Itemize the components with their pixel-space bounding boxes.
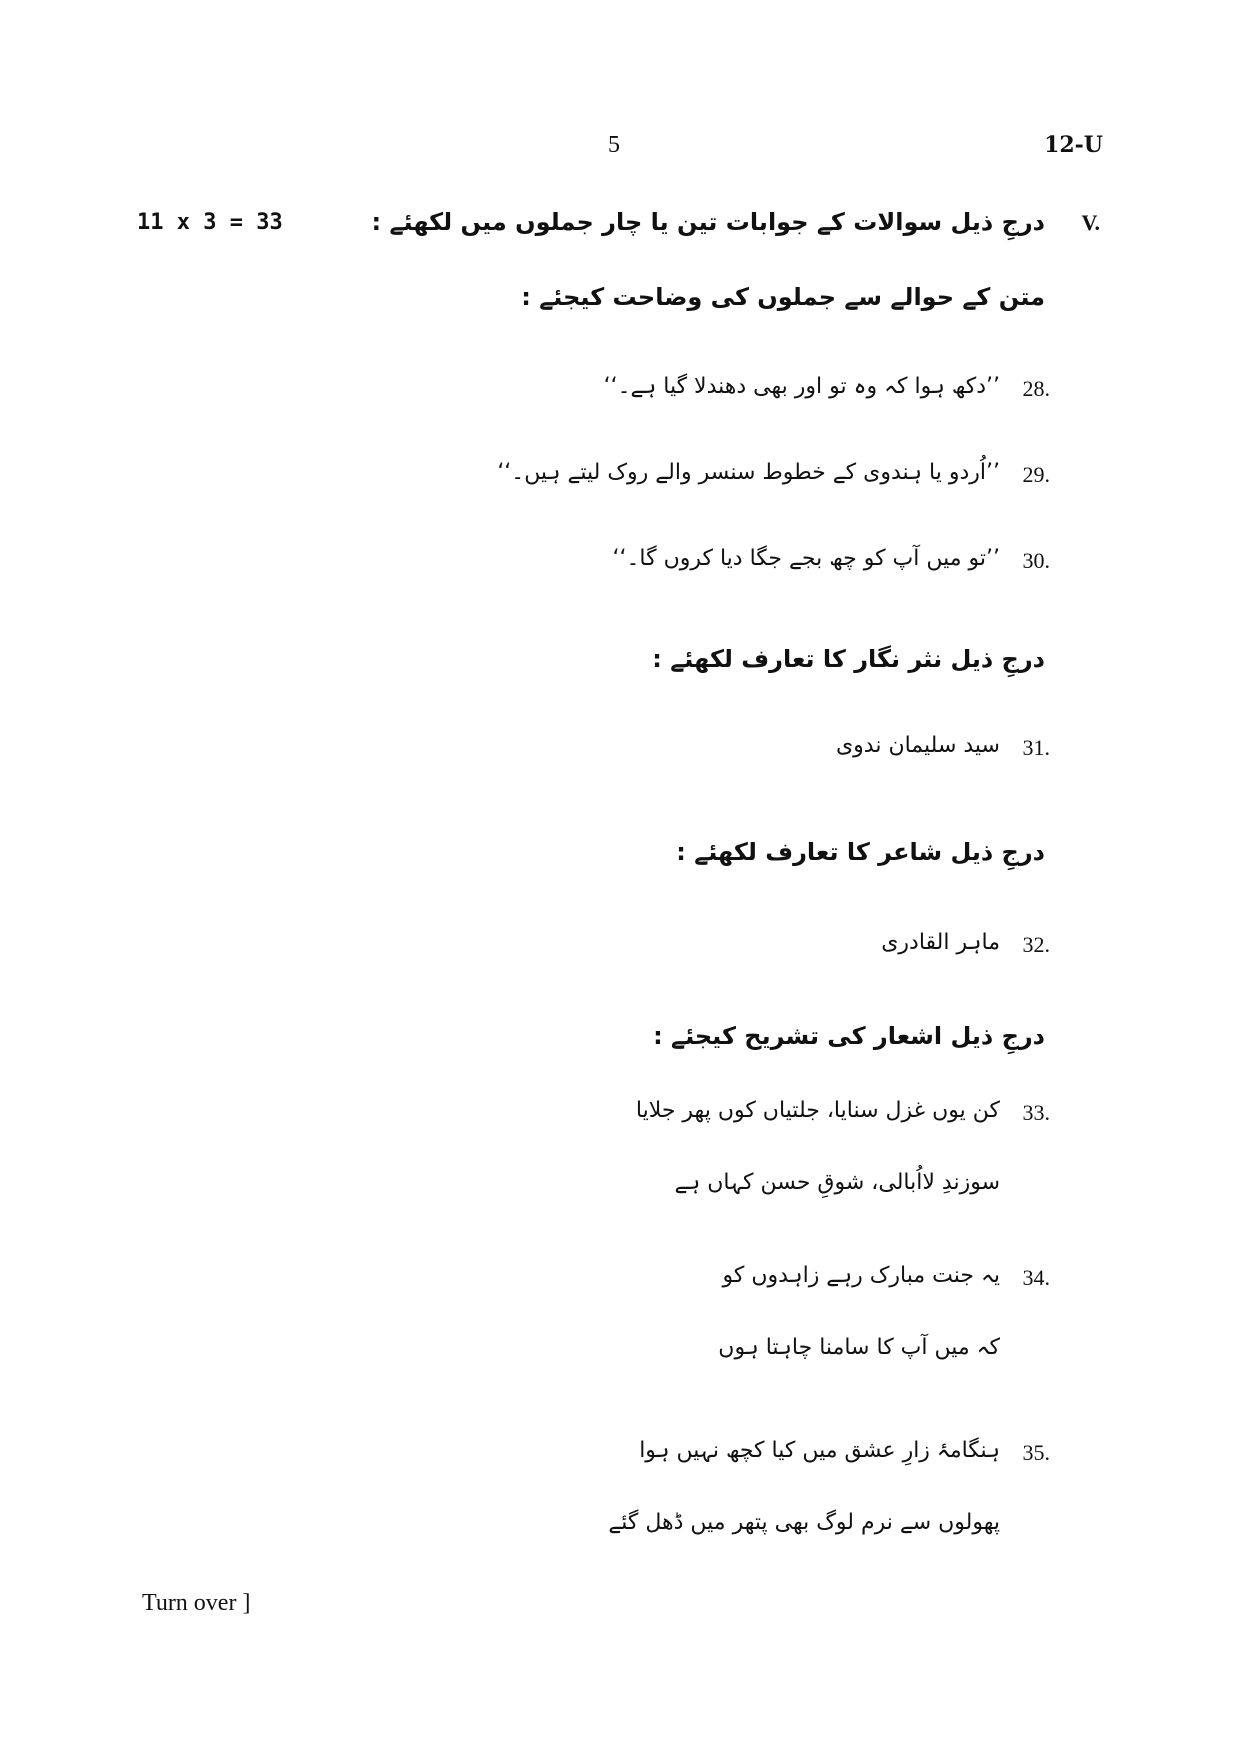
question-number-34: 34. [1022,1265,1050,1290]
question-number-33: 33. [1022,1100,1050,1125]
question-text-32: ماہر القادری [881,930,1000,955]
question-number-29: 29. [1022,462,1050,487]
group-instruction-poet: درجِ ذیل شاعر کا تعارف لکھئے : [676,838,1045,866]
question-number-32: 32. [1022,932,1050,957]
marks-allocation: 11 x 3 = 33 [137,210,283,235]
question-number-31: 31. [1022,735,1050,760]
section-number: V. [1081,210,1100,235]
question-number-30: 30. [1022,548,1050,573]
section-instruction: درجِ ذیل سوالات کے جوابات تین یا چار جملوں میں لکھئے : [371,208,1045,236]
group-instruction-couplets: درجِ ذیل اشعار کی تشریح کیجئے : [653,1022,1045,1050]
couplet-35-line-2: پھولوں سے نرم لوگ بھی پتھر میں ڈھل گئے [608,1510,1000,1535]
couplet-33-line-1: کن یوں غزل سنایا، جلتیاں کوں پھر جلایا [635,1098,1000,1123]
question-text-29: ’’اُردو یا ہندوی کے خطوط سنسر والے روک لیتے ہیں۔‘‘ [497,460,1000,485]
couplet-34-line-2: کہ میں آپ کا سامنا چاہتا ہوں [718,1335,1000,1360]
couplet-34-line-1: یہ جنت مبارک رہے زاہدوں کو [722,1263,1000,1288]
couplet-33-line-2: سوزندِ لااُبالی، شوقِ حسن کہاں ہے [674,1170,1000,1195]
couplet-35-line-1: ہنگامۂ زارِ عشق میں کیا کچھ نہیں ہوا [639,1438,1000,1463]
question-number-35: 35. [1022,1440,1050,1465]
turn-over-note: Turn over ] [142,1590,251,1616]
group-instruction-explanation: متن کے حوالے سے جملوں کی وضاحت کیجئے : [521,283,1045,311]
question-text-31: سید سلیمان ندوی [835,733,1000,758]
question-number-28: 28. [1022,376,1050,401]
paper-code: 12-U [1044,132,1103,158]
page-number: 5 [608,132,620,158]
question-text-30: ’’تو میں آپ کو چھ بجے جگا دیا کروں گا۔‘‘ [612,546,1000,571]
question-text-28: ’’دکھ ہوا کہ وہ تو اور بھی دھندلا گیا ہے۔‘‘ [603,374,1000,399]
group-instruction-prose-writer: درجِ ذیل نثر نگار کا تعارف لکھئے : [652,645,1045,673]
